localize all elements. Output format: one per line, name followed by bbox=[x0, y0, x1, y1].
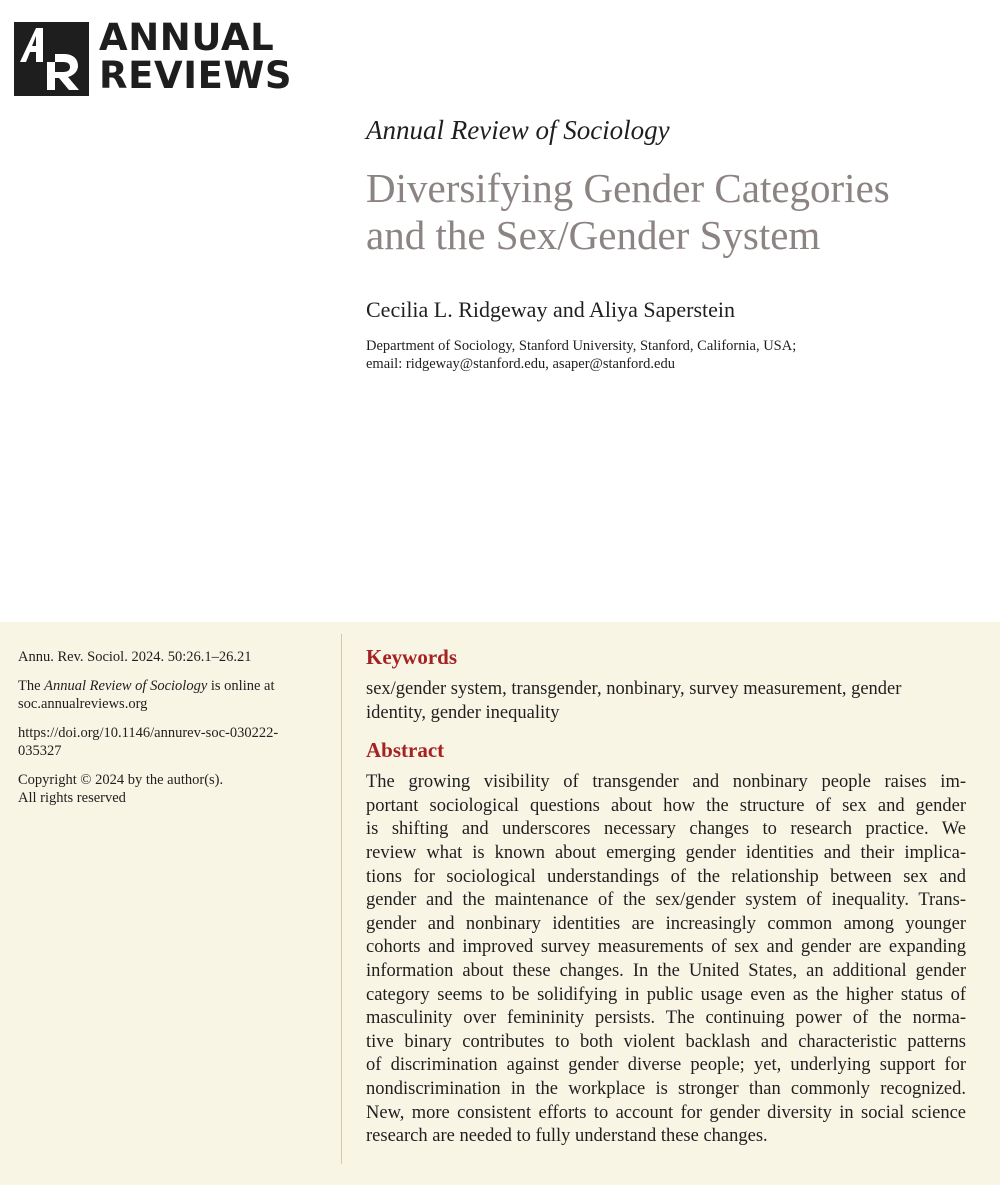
abstract-line: information about these changes. In the United States, an additional gender bbox=[366, 960, 966, 981]
abstract-text bbox=[366, 771, 966, 1149]
online-url[interactable]: soc.annualreviews.org bbox=[18, 696, 148, 712]
abstract-line: tive binary contributes to both violent backlash and characteristic patterns bbox=[366, 1031, 966, 1052]
annual-reviews-logo bbox=[14, 16, 293, 97]
abstract-line: gender and nonbinary identities are increasingly common among younger bbox=[366, 913, 966, 934]
abstract-line: masculinity over femininity persists. The continuing power of the norma- bbox=[366, 1008, 966, 1029]
abstract-line: The growing visibility of transgender and nonbinary people raises im- bbox=[366, 772, 966, 793]
panel-divider bbox=[341, 634, 342, 1164]
online-journal-name: Annual Review of Sociology bbox=[44, 678, 208, 694]
affiliation bbox=[366, 337, 966, 373]
authors: Cecilia L. Ridgeway and Aliya Saperstein bbox=[366, 297, 736, 322]
abstract-line: tions for sociological understandings of the relationship between sex and bbox=[366, 866, 966, 887]
abstract-line: New, more consistent efforts to account for gender diversity in social science bbox=[366, 1102, 966, 1123]
ar-monogram-icon bbox=[14, 22, 89, 96]
logo-wordmark bbox=[99, 16, 293, 97]
title-line-1: Diversifying Gender Categories bbox=[366, 165, 890, 211]
journal-name: Annual Review of Sociology bbox=[366, 115, 670, 145]
keywords-list bbox=[366, 678, 966, 725]
keywords-line-1: sex/gender system, transgender, nonbinary, survey measurement, gender bbox=[366, 679, 902, 699]
abstract-line: category seems to be solidifying in public usage even as the higher status of bbox=[366, 984, 966, 1005]
abstract-line: gender and the maintenance of the sex/gender system of inequality. Trans- bbox=[366, 890, 966, 911]
abstract-line: is shifting and underscores necessary changes to research practice. We bbox=[366, 819, 966, 840]
title-line-2: and the Sex/Gender System bbox=[366, 212, 821, 258]
abstract-heading: Abstract bbox=[366, 738, 445, 763]
abstract-line: nondiscrimination in the workplace is stronger than commonly recognized. bbox=[366, 1078, 966, 1099]
keywords-line-2: identity, gender inequality bbox=[366, 702, 560, 723]
logo-line-1: ANNUAL bbox=[99, 16, 275, 59]
abstract-line: review what is known about emerging gender identities and their implica- bbox=[366, 842, 966, 863]
bottom-margin bbox=[0, 1185, 1000, 1200]
online-note: The Annual Review of Sociology is online at soc.annualreviews.org bbox=[18, 677, 318, 713]
copyright: Copyright © 2024 by the author(s). All rights reserved bbox=[18, 772, 224, 806]
citation: Annu. Rev. Sociol. 2024. 50:26.1–26.21 bbox=[18, 649, 252, 665]
article-info-sidebar bbox=[18, 648, 318, 818]
abstract-line: portant sociological questions about how the structure of sex and gender bbox=[366, 795, 966, 816]
article-title bbox=[366, 165, 986, 259]
abstract-line: research are needed to fully understand these changes. bbox=[366, 1126, 768, 1147]
logo-line-2: REVIEWS bbox=[99, 54, 293, 97]
affiliation-line-2: email: ridgeway@stanford.edu, asaper@stanford.edu bbox=[366, 356, 675, 372]
affiliation-line-1: Department of Sociology, Stanford University, Stanford, California, USA; bbox=[366, 338, 797, 354]
doi-link[interactable]: https://doi.org/10.1146/annurev-soc-030222- 035327 bbox=[18, 725, 279, 759]
abstract-line: of discrimination against gender diverse people; yet, underlying support for bbox=[366, 1055, 966, 1076]
keywords-heading: Keywords bbox=[366, 645, 457, 669]
main-column bbox=[366, 644, 966, 1149]
abstract-line: cohorts and improved survey measurements of sex and gender are expanding bbox=[366, 937, 966, 958]
